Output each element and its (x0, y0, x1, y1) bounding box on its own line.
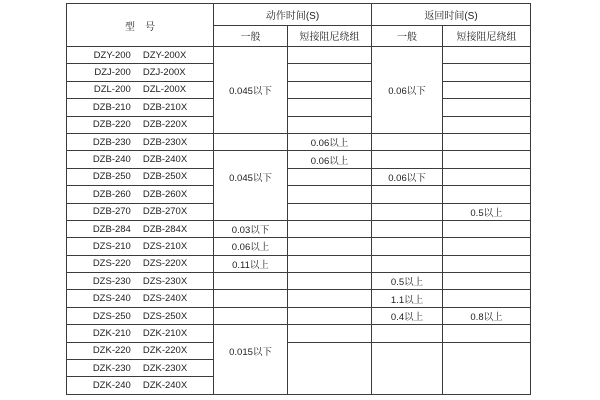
model-name: DZB-260 (92, 188, 131, 200)
ret-short-value-cell (443, 64, 531, 81)
model-cell (67, 151, 214, 168)
ret-short-value-cell (443, 255, 531, 272)
ret-gen-value-cell (372, 203, 443, 220)
ret-short-value-cell (443, 47, 531, 64)
ret-gen-value-cell (372, 220, 443, 237)
header-action-general: 一般 (214, 25, 288, 47)
model-cell (67, 47, 214, 64)
ret-short-value-cell (443, 220, 531, 237)
model-name: DZS-220X (142, 258, 188, 270)
model-name: DZB-250 (92, 171, 131, 183)
ret-gen-value-cell: 0.4以上 (372, 307, 443, 324)
model-name: DZK-240X (142, 380, 188, 392)
ret-short-value-cell (443, 133, 531, 150)
table-row (67, 186, 531, 203)
model-name: DZK-230X (142, 362, 188, 374)
ret-short-value-cell: 0.8以上 (443, 307, 531, 324)
model-name: DZY-200X (142, 49, 187, 61)
model-cell (67, 342, 214, 359)
act-gen-value-cell (214, 307, 288, 324)
model-name: DZB-230X (142, 136, 188, 148)
model-cell (67, 377, 214, 394)
ret-short-value-cell: 0.5以上 (443, 203, 531, 220)
model-name: DZJ-200 (94, 67, 131, 79)
model-name: DZB-270 (92, 206, 131, 218)
act-short-value-cell: 0.06以上 (288, 133, 372, 150)
table-row (67, 290, 531, 307)
table-row (67, 116, 531, 133)
act-short-value-cell (288, 220, 372, 237)
header-action-time: 动作时间(S) (214, 4, 372, 26)
model-name: DZB-250X (142, 171, 188, 183)
model-name: DZS-250X (142, 310, 188, 322)
model-name: DZB-240X (142, 154, 188, 166)
model-cell (67, 307, 214, 324)
act-short-value-cell (288, 255, 372, 272)
table-row (67, 81, 531, 98)
table-row (67, 151, 531, 168)
act-gen-value-cell: 0.045以下 (214, 151, 288, 221)
act-gen-value-cell: 0.11以上 (214, 255, 288, 272)
act-gen-value-cell: 0.03以下 (214, 220, 288, 237)
act-gen-value-cell: 0.06以上 (214, 238, 288, 255)
model-name: DZS-230 (92, 275, 131, 287)
ret-gen-value-cell (372, 255, 443, 272)
model-cell (67, 203, 214, 220)
act-short-value-cell (288, 47, 372, 64)
model-cell (67, 360, 214, 377)
model-name: DZS-210 (92, 240, 131, 252)
table-row (67, 168, 531, 185)
model-cell (67, 290, 214, 307)
ret-gen-value-cell (372, 325, 443, 342)
table-row (67, 133, 531, 150)
model-cell (67, 64, 214, 81)
act-short-value-cell (288, 238, 372, 255)
table-row (67, 342, 531, 359)
ret-gen-value-cell (372, 133, 443, 150)
model-name: DZS-210X (142, 240, 188, 252)
act-short-value-cell (288, 203, 372, 220)
model-name: DZS-250 (92, 310, 131, 322)
model-cell (67, 116, 214, 133)
model-name: DZK-210 (92, 327, 131, 339)
model-name: DZB-270X (142, 206, 188, 218)
ret-gen-value-cell (372, 186, 443, 203)
model-cell (67, 220, 214, 237)
model-name: DZB-220X (142, 119, 188, 131)
act-short-value-cell: 0.06以上 (288, 151, 372, 168)
ret-gen-value-cell (372, 151, 443, 168)
model-cell (67, 273, 214, 290)
ret-short-value-cell (443, 116, 531, 133)
model-name: DZB-210 (92, 101, 131, 113)
act-gen-value-cell: 0.045以下 (214, 47, 288, 134)
table-header (67, 4, 531, 47)
ret-short-value-cell (443, 186, 531, 203)
ret-gen-value-cell (372, 342, 443, 394)
ret-short-value-cell (443, 99, 531, 116)
act-short-value-cell (288, 290, 372, 307)
model-cell (67, 168, 214, 185)
table-row (67, 99, 531, 116)
table-row (67, 307, 531, 324)
spec-table-container (66, 3, 531, 395)
model-name: DZB-284X (142, 223, 188, 235)
model-cell (67, 81, 214, 98)
model-name: DZK-220 (92, 345, 131, 357)
act-short-value-cell (288, 307, 372, 324)
model-name: DZB-240 (92, 154, 131, 166)
table-body (67, 47, 531, 395)
act-short-value-cell (288, 116, 372, 133)
table-row (67, 325, 531, 342)
model-name: DZK-230 (92, 362, 131, 374)
act-short-value-cell (288, 325, 372, 342)
model-name: DZB-220 (92, 119, 131, 131)
header-row-groups (67, 4, 531, 26)
act-short-value-cell (288, 168, 372, 185)
ret-short-value-cell (443, 342, 531, 394)
act-short-value-cell (288, 99, 372, 116)
act-gen-value-cell (214, 133, 288, 150)
act-short-value-cell (288, 81, 372, 98)
model-cell (67, 238, 214, 255)
ret-short-value-cell (443, 325, 531, 342)
ret-short-value-cell (443, 238, 531, 255)
act-short-value-cell (288, 186, 372, 203)
act-short-value-cell (288, 342, 372, 394)
ret-gen-value-cell: 0.5以上 (372, 273, 443, 290)
ret-gen-value-cell: 0.06以下 (372, 47, 443, 134)
ret-short-value-cell (443, 273, 531, 290)
ret-gen-value-cell: 1.1以上 (372, 290, 443, 307)
model-name: DZJ-200X (142, 67, 186, 79)
header-action-short-damping: 短接阻尼绕组 (288, 25, 372, 47)
table-row (67, 273, 531, 290)
model-name: DZL-200X (142, 84, 187, 96)
model-name: DZK-220X (142, 345, 188, 357)
header-model: 型 号 (67, 4, 214, 47)
ret-short-value-cell (443, 151, 531, 168)
model-name: DZS-230X (142, 275, 188, 287)
model-name: DZB-260X (142, 188, 188, 200)
ret-short-value-cell (443, 290, 531, 307)
act-gen-value-cell (214, 290, 288, 307)
table-row (67, 64, 531, 81)
model-cell (67, 133, 214, 150)
table-row (67, 203, 531, 220)
header-return-short-damping: 短接阻尼绕组 (443, 25, 531, 47)
model-name: DZS-220 (92, 258, 131, 270)
header-return-time: 返回时间(S) (372, 4, 531, 26)
model-cell (67, 255, 214, 272)
model-cell (67, 99, 214, 116)
act-short-value-cell (288, 64, 372, 81)
table-row (67, 220, 531, 237)
model-name: DZB-210X (142, 101, 188, 113)
ret-short-value-cell (443, 81, 531, 98)
model-name: DZB-230 (92, 136, 131, 148)
model-cell (67, 325, 214, 342)
table-row (67, 47, 531, 64)
act-short-value-cell (288, 273, 372, 290)
table-row (67, 238, 531, 255)
relay-spec-table (66, 3, 531, 395)
act-gen-value-cell (214, 273, 288, 290)
ret-gen-value-cell: 0.06以下 (372, 168, 443, 185)
model-name: DZL-200 (93, 84, 131, 96)
ret-gen-value-cell (372, 238, 443, 255)
model-cell (67, 186, 214, 203)
model-name: DZK-240 (92, 380, 131, 392)
header-return-general: 一般 (372, 25, 443, 47)
act-gen-value-cell: 0.015以下 (214, 325, 288, 395)
model-name: DZB-284 (92, 223, 131, 235)
model-name: DZK-210X (142, 327, 188, 339)
ret-short-value-cell (443, 168, 531, 185)
table-row (67, 255, 531, 272)
model-name: DZS-240 (92, 293, 131, 305)
model-name: DZY-200 (93, 49, 131, 61)
model-name: DZS-240X (142, 293, 188, 305)
